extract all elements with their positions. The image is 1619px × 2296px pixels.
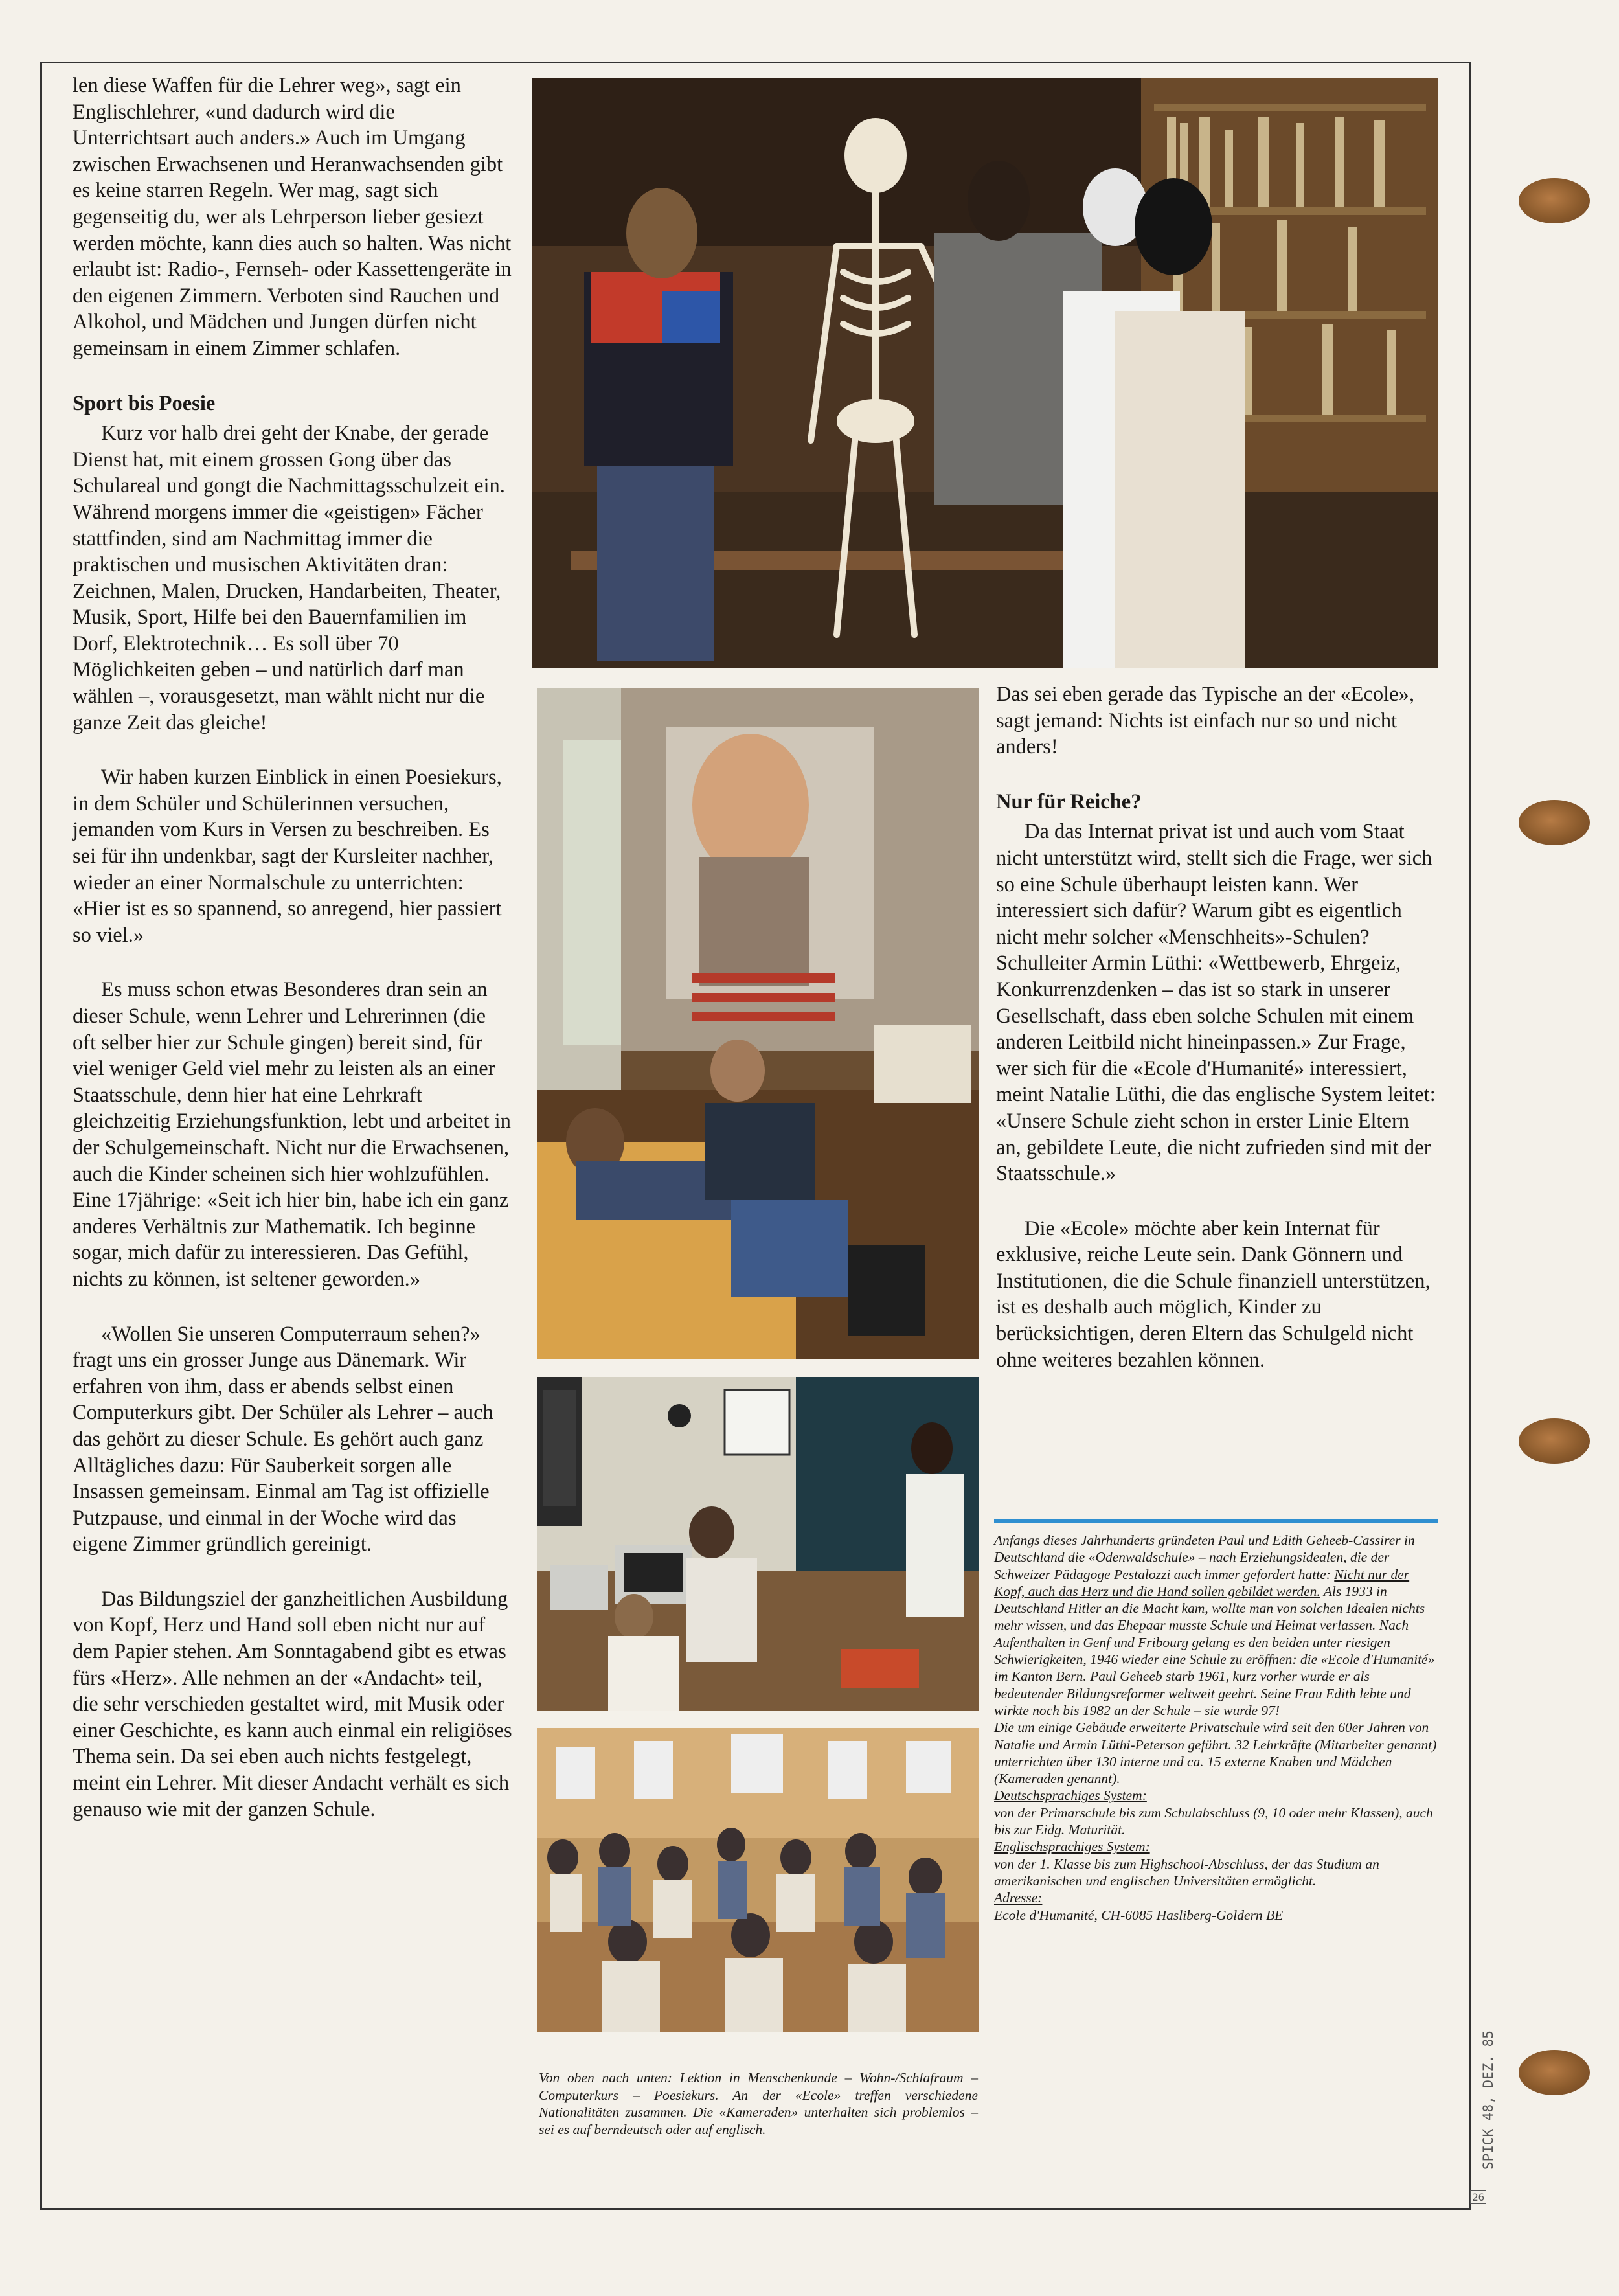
photo-poetry-course bbox=[537, 1728, 979, 2032]
photo-dorm-room bbox=[537, 688, 979, 1359]
binder-hole bbox=[1519, 178, 1590, 223]
text-column-right bbox=[996, 681, 1436, 1402]
info-box bbox=[994, 1519, 1438, 2179]
binder-hole bbox=[1519, 1418, 1590, 1464]
paragraph: Wir haben kurzen Einblick in einen Poesiekurs, in dem Schüler und Schülerinnen versuchen, jemanden vom Kurs in Versen zu beschreiben. Es sei für ihn undenkbar, sagt der Kursleiter nachher, wieder an einer Normalschule zu unterrichten: «Hier ist es so spannend, so anregend, hier passiert so viel.» bbox=[73, 766, 502, 947]
info-english-system: von der 1. Klasse bis zum Highschool-Abschluss, der das Studium an amerikanischen und englischen Universitäten ermöglicht. bbox=[994, 1856, 1379, 1889]
paragraph: Das Bildungsziel der ganzheitlichen Ausbildung von Kopf, Herz und Hand soll eben nicht nur auf dem Papier stehen. Am Sonntagabend gibt es etwas fürs «Herz». Alle nehmen an der «Andacht» teil, die sehr verschieden gestaltet wird, mit Musik oder einer Geschichte, es kann auch einmal ein religiöses Thema sein. Da sei eben auch nichts festgelegt, meint ein Lehrer. Mit dieser Andacht verhält es sich genauso wie mit der ganzen Schule. bbox=[73, 1587, 512, 1821]
paragraph: Das sei eben gerade das Typische an der «Ecole», sagt jemand: Nichts ist einfach nur so und nicht anders! bbox=[996, 683, 1414, 759]
paragraph: len diese Waffen für die Lehrer weg», sagt ein Englischlehrer, «und dadurch wird die Unterrichtsart auch anders.» Auch im Umgang zwischen Erwachsenen und Heranwachsenden gibt es keine starren Regeln. Wer mag, sagt sich gegenseitig du, wer als Lehrperson lieber gesiezt werden möchte, kann dies auch so halten. Was nicht erlaubt ist: Radio-, Fernseh- oder Kassettengeräte in den eigenen Zimmern. Verboten sind Rauchen und Alkohol, und Mädchen und Jungen dürfen nicht gemeinsam in einem Zimmer schlafen. bbox=[73, 74, 512, 360]
info-label-german: Deutschsprachiges System: bbox=[994, 1788, 1147, 1804]
text-column-left bbox=[73, 73, 513, 1851]
info-label-english: Englischsprachiges System: bbox=[994, 1839, 1150, 1855]
binder-hole bbox=[1519, 800, 1590, 845]
paragraph: Es muss schon etwas Besonderes dran sein an dieser Schule, wenn Lehrer und Lehrerinnen (die oft selber hier zur Schule gingen) bereit sind, für viel weniger Geld viel mehr zu leisten als an einer Staatsschule, denn hier hat eine Lehrkraft gleichzeitig Erziehungsfunktion, lebt und arbeitet in der Schulgemeinschaft. Nicht nur die Erwachsenen, auch die Kinder scheinen sich hier wohlzufühlen. Eine 17jährige: «Seit ich hier bin, habe ich ein ganz anderes Verhältnis zur Mathematik. Ich beginne sogar, mich dafür zu interessieren. Das Gefühl, nichts zu können, ist seltener geworden.» bbox=[73, 978, 511, 1291]
info-address: Ecole d'Humanité, CH-6085 Hasliberg-Goldern BE bbox=[994, 1907, 1284, 1923]
issue-footer: SPICK 48, DEZ. 85 bbox=[1480, 2030, 1496, 2170]
info-history: Anfangs dieses Jahrhunderts gründeten Paul und Edith Geheeb-Cassirer in Deutschland die «Odenwaldschule» – nach Erziehungsidealen, die der Schweizer Pädagoge Pestalozzi auch immer gefordert hatte: Nicht nur der Kopf, auch das Herz und die Hand sollen gebildet werden. Als 1933 in Deutschland Hitler an die Macht kam, wollte man von solchen Idealen nichts mehr wissen, und das Ehepaar musste Schule und Heimat verlassen. Nach Aufenthalten in Genf und Fribourg gelang es den beiden unter riesigen Schwierigkeiten, 1946 wieder eine Schule zu eröffnen: die «Ecole d'Humanité» im Kanton Bern. Paul Geheeb starb 1961, kurz vorher wurde er als bedeutender Bildungsreformer weltweit geehrt. Seine Frau Edith lebte und wirkte noch bis 1982 an der Schule – sie wurde 97! bbox=[994, 1532, 1435, 1718]
info-german-system: von der Primarschule bis zum Schulabschluss (9, 10 oder mehr Klassen), auch bis zur Eidg. Maturität. bbox=[994, 1804, 1433, 1838]
binder-hole bbox=[1519, 2050, 1590, 2095]
photo-anatomy-lesson bbox=[532, 78, 1438, 668]
paragraph: Die «Ecole» möchte aber kein Internat für exklusive, reiche Leute sein. Dank Gönnern und Institutionen, die die Schule finanziell unterstützen, ist es deshalb auch möglich, Kinder zu berücksichtigen, deren Eltern das Schulgeld nicht ohne weiteres bezahlen können. bbox=[996, 1216, 1431, 1372]
subheading: Nur für Reiche? bbox=[996, 790, 1142, 813]
paragraph: «Wollen Sie unseren Computerraum sehen?» fragt uns ein grosser Junge aus Dänemark. Wir erfahren von ihm, dass er abends selbst einen Computerkurs gibt. Der Schüler als Lehrer – auch das gehört zu dieser Schule. Es gehört auch ganz Alltägliches dazu: Für Sauberkeit sorgen alle Insassen gemeinsam. Einmal am Tag ist offizielle Putzpause, und einmal in der Woche wird das eigene Zimmer gründlich gereinigt. bbox=[73, 1322, 493, 1556]
paragraph: Kurz vor halb drei geht der Knabe, der gerade Dienst hat, mit einem grossen Gong über das Schulareal und gongt die Nachmittagsschulzeit ein. Während morgens immer die «geistigen» Fächer stattfinden, sind am Nachmittag immer die praktischen und musischen Aktivitäten dran: Zeichnen, Malen, Drucken, Handarbeiten, Theater, Musik, Sport, Hilfe bei den Bauernfamilien im Dorf, Elektrotechnik… Es soll über 70 Möglichkeiten geben – und natürlich darf man wählen –, vorausgesetzt, man wählt nicht nur die ganze Zeit das gleiche! bbox=[73, 422, 505, 734]
photo-caption: Von oben nach unten: Lektion in Menschenkunde – Wohn-/Schlafraum – Computerkurs – Poesiekurs. An der «Ecole» treffen verschiedene Nationalitäten zusammen. Die «Kameraden» unterhalten sich problemlos – sei es auf berndeutsch oder auf englisch. bbox=[539, 2070, 978, 2137]
paragraph: Da das Internat privat ist und auch vom Staat nicht unterstützt wird, stellt sich die Frage, wer sich so eine Schule überhaupt leisten kann. Wer interessiert sich dafür? Warum gibt es eigentlich nicht mehr solcher «Menschheits»-Schulen? Schulleiter Armin Lüthi: «Wettbewerb, Ehrgeiz, Konkurrenzdenken – das ist so stark in unserer Gesellschaft, dass eben solche Schulen mit einem anderen Leitbild nicht hineinpassen.» Zur Frage, wer sich für die «Ecole d'Humanité» interessiert, meint Natalie Lüthi, die das englische System leitet: «Unsere Schule zieht schon in erster Linie Eltern an, gebildete Leute, die nicht zufrieden sind mit der Staatsschule.» bbox=[996, 820, 1436, 1186]
info-school: Die um einige Gebäude erweiterte Privatschule wird seit den 60er Jahren von Natalie und Armin Lüthi-Peterson geführt. 32 Lehrkräfte (Mitarbeiter genannt) unterrichten über 130 interne und ca. 15 externe Knaben und Mädchen (Kameraden genannt). bbox=[994, 1720, 1437, 1787]
subheading: Sport bis Poesie bbox=[73, 391, 216, 415]
photo-computer-course bbox=[537, 1377, 979, 1711]
accent-rule bbox=[994, 1519, 1438, 1523]
info-label-address: Adresse: bbox=[994, 1890, 1043, 1906]
page-number: 26 bbox=[1470, 2190, 1486, 2204]
